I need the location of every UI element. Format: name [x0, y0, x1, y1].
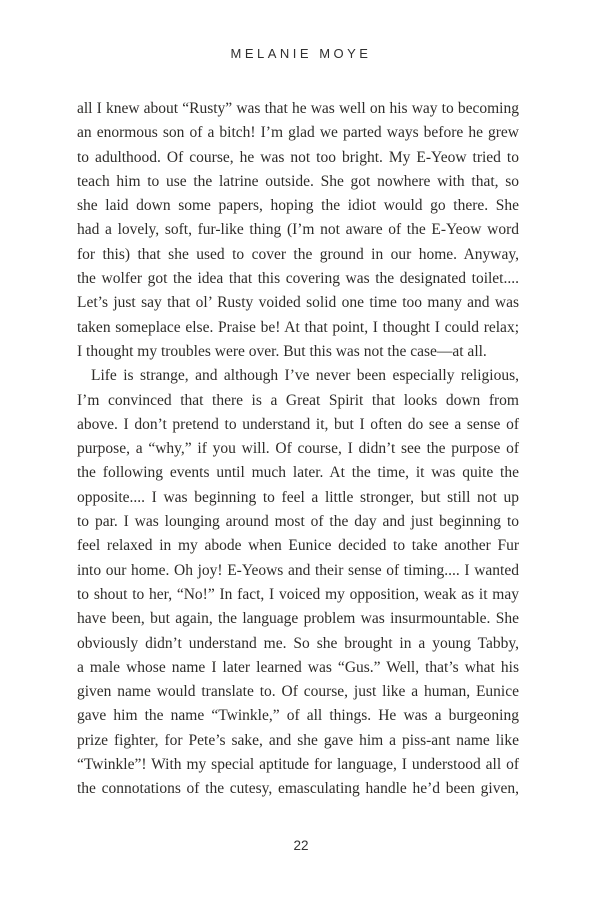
text-line: given name would translate to. Of course, just like a human, Eunice: [77, 683, 519, 701]
text-line: Life is strange, and although I’ve never been especially religious,: [91, 367, 519, 385]
text-line: obviously didn’t understand me. So she brought in a young Tabby,: [77, 634, 519, 652]
text-line: to adulthood. Of course, he was not too bright. My E-Yeow tried to: [77, 148, 519, 166]
text-line: prize fighter, for Pete’s sake, and she gave him a piss-ant name like: [77, 731, 519, 749]
text-line: the connotations of the cutesy, emasculating handle he’d been given,: [77, 780, 519, 798]
paragraph: [77, 97, 519, 364]
text-line: Let’s just say that ol’ Rusty voided solid one time too many and was: [77, 294, 519, 312]
text-line: feel relaxed in my abode when Eunice decided to take another Fur: [77, 537, 519, 555]
text-line: to shout to her, “No!” In fact, I voiced my opposition, weak as it may: [77, 585, 519, 603]
text-line: I’m convinced that there is a Great Spirit that looks down from: [77, 391, 519, 409]
text-line: had a lovely, soft, fur-like thing (I’m not aware of the E-Yeow word: [77, 221, 519, 239]
text-line: into our home. Oh joy! E-Yeows and their sense of timing.... I wanted: [77, 561, 519, 579]
text-line: purpose, a “why,” if you will. Of course, I didn’t see the purpose of: [77, 440, 519, 458]
text-line: for this) that she used to cover the ground in our home. Anyway,: [77, 245, 519, 263]
text-line: a male whose name I later learned was “Gus.” Well, that’s what his: [77, 658, 519, 676]
text-line: taken someplace else. Praise be! At that point, I thought I could relax;: [77, 318, 519, 336]
text-block: [77, 97, 519, 802]
text-line: gave him the name “Twinkle,” of all things. He was a burgeoning: [77, 707, 519, 725]
text-line: to par. I was lounging around most of the day and just beginning to: [77, 513, 519, 531]
text-line: have been, but again, the language problem was insurmountable. She: [77, 610, 519, 628]
text-line: opposite.... I was beginning to feel a little stronger, but still not up: [77, 488, 519, 506]
text-line: above. I don’t pretend to understand it, but I often do see a sense of: [77, 415, 519, 433]
text-line: the following events until much later. At the time, it was quite the: [77, 464, 519, 482]
page-number: 22: [293, 838, 309, 853]
text-line: all I knew about “Rusty” was that he was well on his way to becoming: [77, 100, 519, 117]
text-line: she laid down some papers, hoping the idiot would go there. She: [77, 197, 519, 215]
text-line: an enormous son of a bitch! I’m glad we parted ways before he grew: [77, 124, 519, 142]
text-line: teach him to use the latrine outside. She got nowhere with that, so: [77, 172, 519, 190]
paragraph: [77, 364, 519, 801]
running-header: MELANIE MOYE: [230, 46, 372, 61]
text-line: the wolfer got the idea that this covering was the designated toilet....: [77, 270, 519, 288]
text-line: “Twinkle”! With my special aptitude for language, I understood all of: [77, 756, 519, 774]
text-line: I thought my troubles were over. But this was not the case—at all.: [77, 342, 487, 360]
